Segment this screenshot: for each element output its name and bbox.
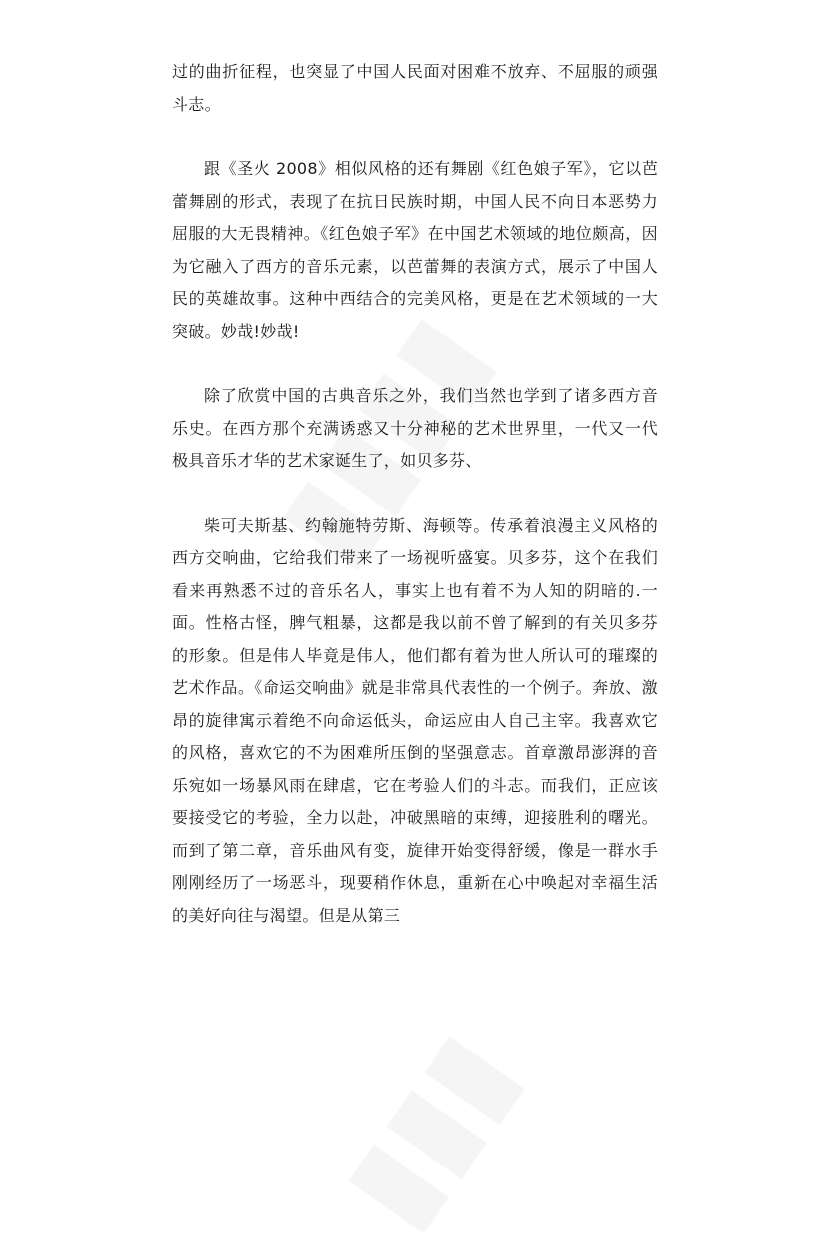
paragraph: 除了欣赏中国的古典音乐之外，我们当然也学到了诸多西方音乐史。在西方那个充满诱惑又十分神秘的艺术世界里，一代又一代极具音乐才华的艺术家诞生了，如贝多芬、	[172, 386, 658, 470]
document-body	[172, 56, 658, 964]
paragraph: 柴可夫斯基、约翰施特劳斯、海顿等。传承着浪漫主义风格的西方交响曲，它给我们带来了一场视听盛宴。贝多芬，这个在我们看来再熟悉不过的音乐名人，事实上也有着不为人知的阴暗的.一面。性格古怪，脾气粗暴，这都是我以前不曾了解到的有关贝多芬的形象。但是伟人毕竟是伟人，他们都有着为世人所认可的璀璨的艺术作品。《命运交响曲》就是非常具代表性的一个例子。奔放、激昂的旋律寓示着绝不向命运低头，命运应由人自己主宰。我喜欢它的风格，喜欢它的不为困难所压倒的坚强意志。首章激昂澎湃的音乐宛如一场暴风雨在肆虐，它在考验人们的斗志。而我们，正应该要接受它的考验，全力以赴，冲破黑暗的束缚，迎接胜利的曙光。而到了第二章，音乐曲风有变，旋律开始变得舒缓，像是一群水手刚刚经历了一场恶斗，现要稍作休息，重新在心中唤起对幸福生活的美好向往与渴望。但是从第三	[172, 515, 658, 925]
paragraph: 跟《圣火 2008》相似风格的还有舞剧《红色娘子军》，它以芭蕾舞剧的形式，表现了在抗日民族时期，中国人民不向日本恶势力屈服的大无畏精神。《红色娘子军》在中国艺术领域的地位颇高，因为它融入了西方的音乐元素，以芭蕾舞的表演方式，展示了中国人民的英雄故事。这种中西结合的完美风格，更是在艺术领域的一大突破。妙哉!妙哉!	[172, 159, 658, 341]
watermark-graphic	[315, 1008, 542, 1250]
paragraph: 过的曲折征程，也突显了中国人民面对困难不放弃、不屈服的顽强斗志。	[172, 62, 658, 114]
